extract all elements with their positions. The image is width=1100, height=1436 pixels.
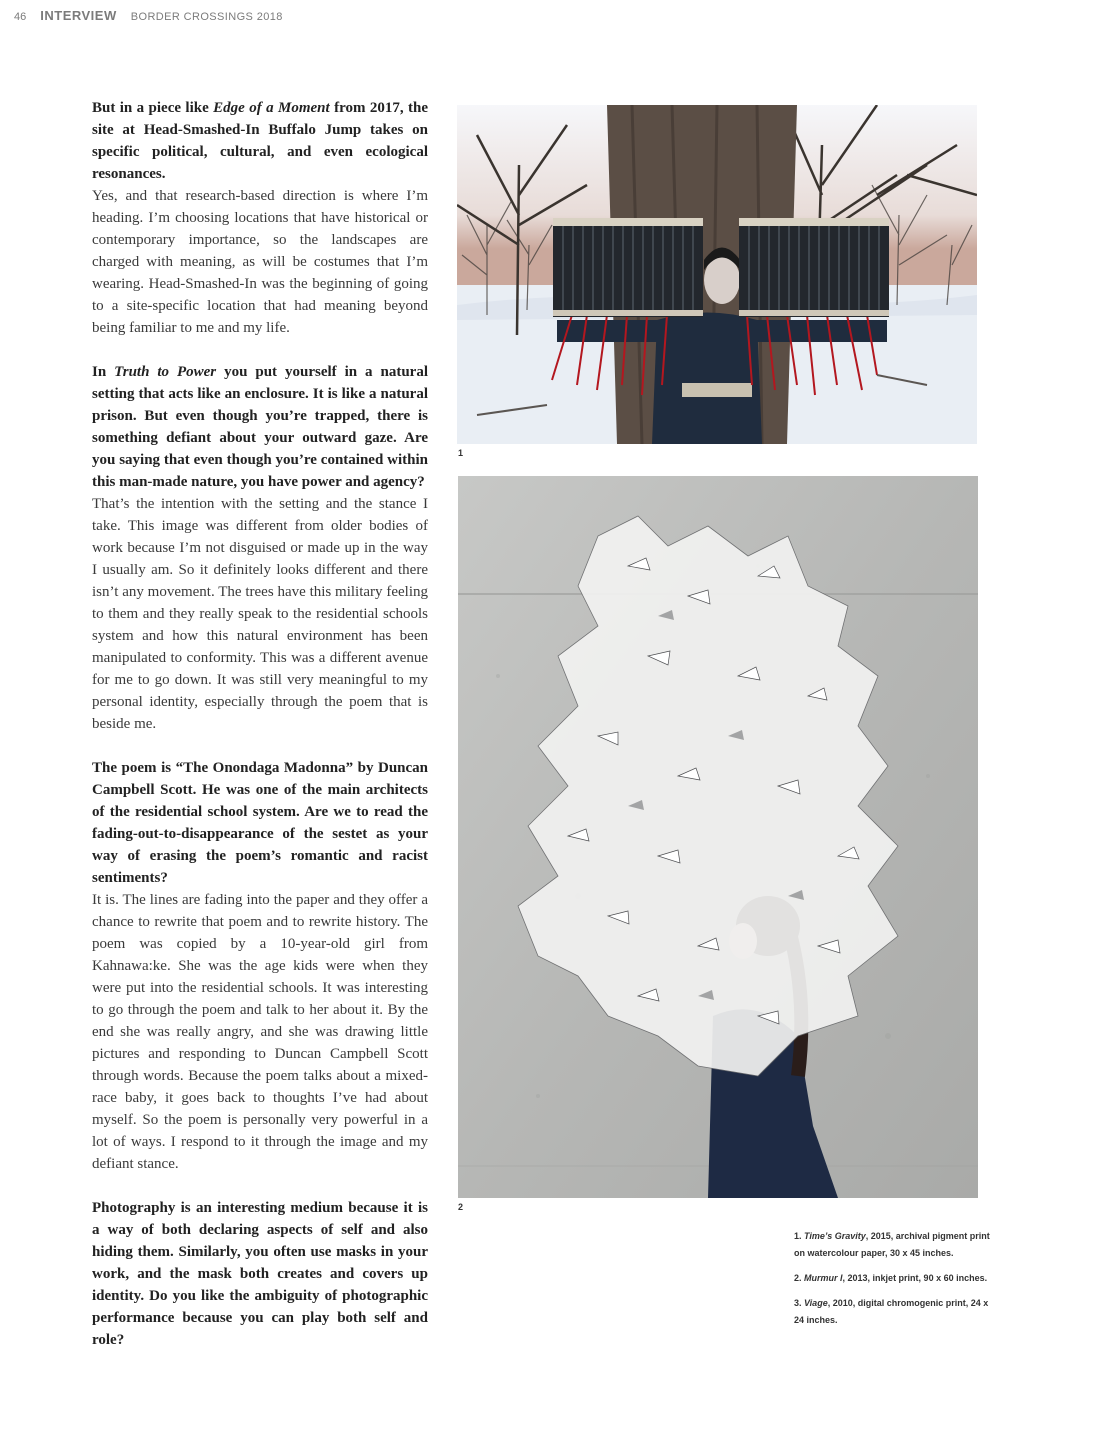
section-label: INTERVIEW	[40, 8, 117, 23]
artwork-title: Edge of a Moment	[213, 100, 330, 116]
caption-3: 3. Viage, 2010, digital chromogenic print, 24 x 24 inches.	[794, 1298, 989, 1325]
publication-name: BORDER CROSSINGS 2018	[130, 11, 283, 23]
question-2: In Truth to Power you put yourself in a natural setting that acts like an enclosure. It is like a natural prison. But even though you’re trapped, there is something defiant about your outward gaze. Are you saying that even though you’re contained within this man-made nature, you have power and agency?	[92, 364, 428, 490]
caption-1: 1. Time’s Gravity, 2015, archival pigment print on watercolour paper, 30 x 45 inches.	[794, 1231, 990, 1258]
figure-2-number: 2	[458, 1202, 464, 1212]
artwork-title: Truth to Power	[114, 364, 217, 380]
caption-2: 2. Murmur I, 2013, inkjet print, 90 x 60 inches.	[794, 1273, 988, 1283]
figure-1-photo	[457, 105, 977, 444]
page-number: 46	[14, 11, 27, 23]
question-4: Photography is an interesting medium because it is a way of both declaring aspects of self and also hiding them. Similarly, you often use masks in your work, and the mask both creates and covers up identity. Do you like the ambiguity of photographic performance because you can play both self and role?	[92, 1200, 428, 1348]
answer-3: It is. The lines are fading into the paper and they offer a chance to rewrite that poem and to rewrite history. The poem was copied by a 10-year-old girl from Kahnawa:ke. She was the age kids were when they were put into the residential schools. It was interesting to go through the poem and talk to her about it. By the end she was really angry, and she was drawing little pictures and responding to Duncan Campbell Scott through words. Because the poem talks about a mixed-race baby, it goes back to thoughts I’ve had about myself. So the poem is personally very powerful in a lot of ways. I respond to it through the image and my defiant stance.	[92, 892, 428, 1172]
figure-2-photo	[458, 476, 978, 1198]
question-1: But in a piece like Edge of a Moment from 2017, the site at Head-Smashed-In Buffalo Jump takes on specific political, cultural, and even ecological resonances.	[92, 100, 428, 182]
answer-2: That’s the intention with the setting and the stance I take. This image was different from older bodies of work because I’m not disguised or made up in the way I usually am. So it definitely looks different and there isn’t any movement. The trees have this military feeling to them and they really speak to the residential schools system and how this natural environment has been manipulated to conformity. This was a different avenue for me to go down. It was still very meaningful to my personal identity, especially through the poem that is beside me.	[92, 496, 428, 732]
article-column	[92, 97, 428, 1351]
running-header	[14, 8, 283, 26]
answer-1: Yes, and that research-based direction is where I’m heading. I’m choosing locations that have historical or contemporary importance, so the landscapes are charged with meaning, as will be costumes that I’m wearing. Head-Smashed-In was the beginning of going to a site-specific location that had meaning beyond being familiar to me and my life.	[92, 188, 428, 336]
figure-1-number: 1	[458, 448, 464, 458]
figure-captions	[794, 1228, 994, 1337]
question-3: The poem is “The Onondaga Madonna” by Duncan Campbell Scott. He was one of the main architects of the residential school system. Are we to read the fading-out-to-disappearance of the sestet as your way of erasing the poem’s romantic and racist sentiments?	[92, 760, 428, 886]
